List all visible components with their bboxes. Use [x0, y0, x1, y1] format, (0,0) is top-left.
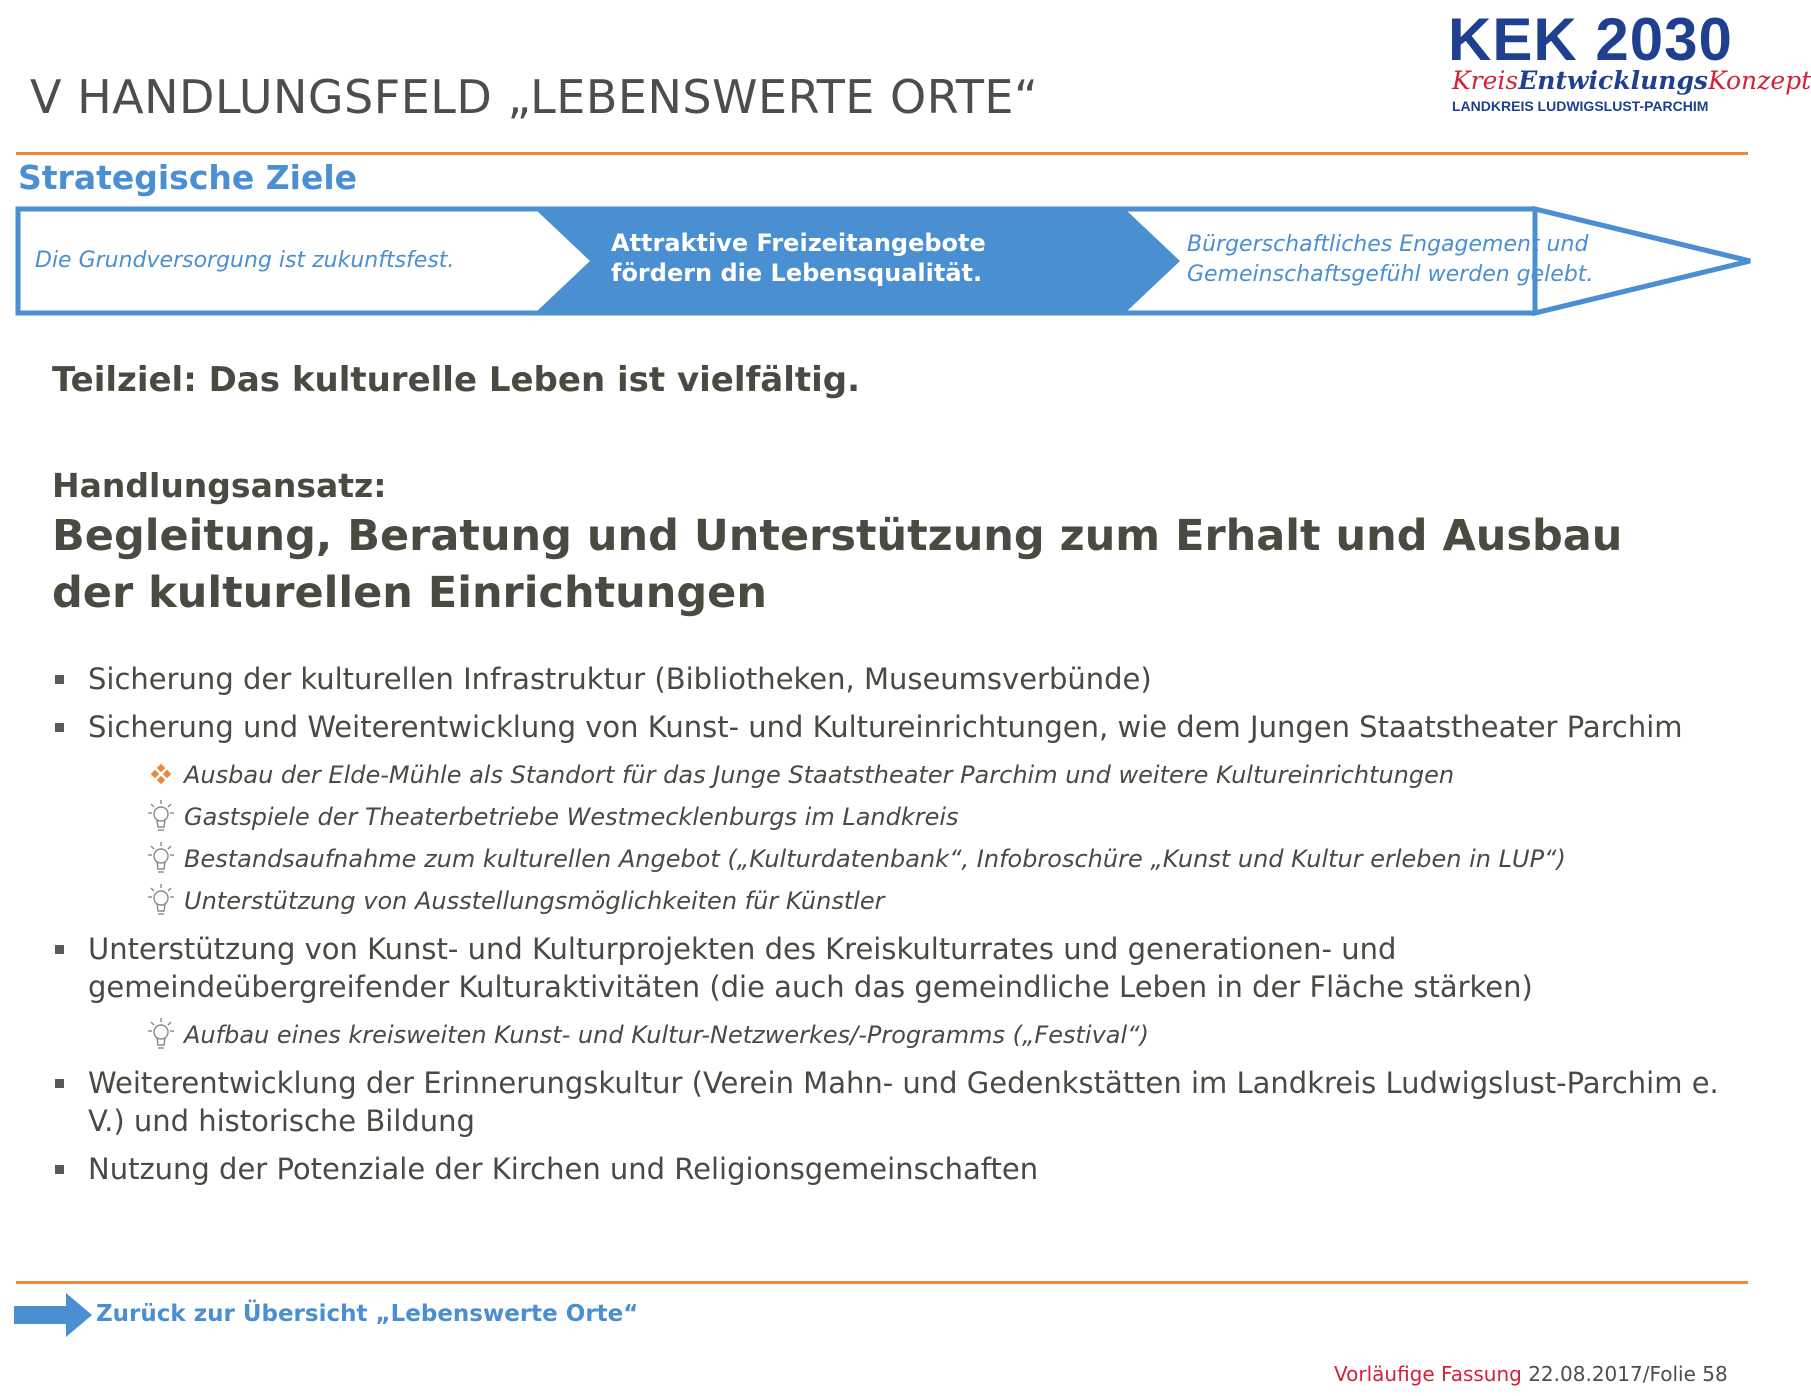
footer-note [1320, 1362, 1750, 1396]
sub-item [52, 754, 1732, 796]
header-divider [16, 152, 1748, 155]
sub-item-text: Aufbau eines kreisweiten Kunst- und Kultur-Netzwerkes/-Programms („Festival“) [184, 1021, 1149, 1049]
sub-item-text: Bestandsaufnahme zum kulturellen Angebot („Kulturdatenbank“, Infobroschüre „Kunst und Kultur erleben in LUP“) [184, 845, 1566, 873]
logo-district: LANDKREIS LUDWIGSLUST-PARCHIM [1452, 98, 1709, 114]
kek-logo [1448, 6, 1811, 116]
list-item [52, 1150, 1732, 1188]
sub-item [52, 796, 1732, 838]
list-item-text: Weiterentwicklung der Erinnerungskultur (Verein Mahn- und Gedenkstätten im Landkreis Ludwigslust-Parchim e. V.) und historische Bildung [88, 1066, 1719, 1138]
goal-3-line-1: Bürgerschaftliches Engagement und [1187, 232, 1589, 257]
logo-main-text: KEK 2030 [1448, 6, 1733, 73]
list-item [52, 1064, 1732, 1140]
list-item [52, 930, 1732, 1006]
page-title: V HANDLUNGSFELD „LEBENSWERTE ORTE“ [30, 70, 1039, 124]
square-bullet-icon [55, 675, 64, 684]
logo-sub-text [1452, 66, 1811, 96]
approach-label: Handlungsansatz: [52, 466, 387, 505]
lightbulb-icon [146, 840, 176, 878]
back-link-label: Zurück zur Übersicht „Lebenswerte Orte“ [96, 1301, 639, 1327]
sub-list [52, 1014, 1732, 1056]
goal-1-label: Die Grundversorgung ist zukunftsfest. [35, 248, 455, 273]
right-arrow-icon [14, 1291, 94, 1339]
logo-sub-part: Entwicklungs [1518, 66, 1708, 95]
list-item-text: Nutzung der Potenziale der Kirchen und Religionsgemeinschaften [88, 1152, 1039, 1186]
list-item-text: Sicherung der kulturellen Infrastruktur (Bibliotheken, Museumsverbünde) [88, 662, 1152, 696]
sub-item-text: Gastspiele der Theaterbetriebe Westmecklenburgs im Landkreis [184, 803, 959, 831]
approach-title: Begleitung, Beratung und Unterstützung zum Erhalt und Ausbau der kulturellen Einrichtungen [52, 511, 1623, 618]
sub-list [52, 754, 1732, 922]
sub-item-text: Ausbau der Elde-Mühle als Standort für das Junge Staatstheater Parchim und weitere Kultureinrichtungen [184, 761, 1455, 789]
square-bullet-icon [55, 1079, 64, 1088]
goal-2-line-2: fördern die Lebensqualität. [611, 259, 983, 287]
list-item-text: Unterstützung von Kunst- und Kulturprojekten des Kreiskulturrates und generationen- und gemeindeübergreifender Kulturaktivitäten (die auch das gemeindliche Leben in der Fläche stärken) [88, 932, 1533, 1004]
goal-2[interactable] [611, 228, 986, 288]
strategic-goals-bar [15, 206, 1755, 316]
sub-item [52, 838, 1732, 880]
measures-list [52, 660, 1732, 1198]
list-item [52, 660, 1732, 698]
diamond-icon [146, 756, 176, 794]
sub-item-text: Unterstützung von Ausstellungsmöglichkeiten für Künstler [184, 887, 885, 915]
lightbulb-icon [146, 882, 176, 920]
subgoal-heading: Teilziel: Das kulturelle Leben ist vielfältig. [52, 360, 861, 400]
square-bullet-icon [55, 723, 64, 732]
logo-sub-part: Konzept [1708, 66, 1811, 95]
goal-2-line-1: Attraktive Freizeitangebote [611, 229, 986, 257]
lightbulb-icon [146, 798, 176, 836]
square-bullet-icon [55, 1165, 64, 1174]
footer-divider [16, 1281, 1748, 1284]
lightbulb-icon [146, 1016, 176, 1054]
footer-status: Vorläufige Fassung [1334, 1362, 1522, 1386]
list-item [52, 708, 1732, 746]
sub-item [52, 880, 1732, 922]
section-heading: Strategische Ziele [18, 158, 358, 197]
sub-item [52, 1014, 1732, 1056]
square-bullet-icon [55, 945, 64, 954]
goal-1[interactable] [35, 246, 454, 276]
goal-3[interactable] [1187, 230, 1593, 290]
logo-sub-part: Kreis [1452, 66, 1519, 95]
list-item-text: Sicherung und Weiterentwicklung von Kunst- und Kultureinrichtungen, wie dem Jungen Staatstheater Parchim [88, 710, 1683, 744]
footer-info: 22.08.2017/Folie 58 [1528, 1362, 1728, 1386]
goal-3-line-2: Gemeinschaftsgefühl werden gelebt. [1187, 262, 1594, 287]
